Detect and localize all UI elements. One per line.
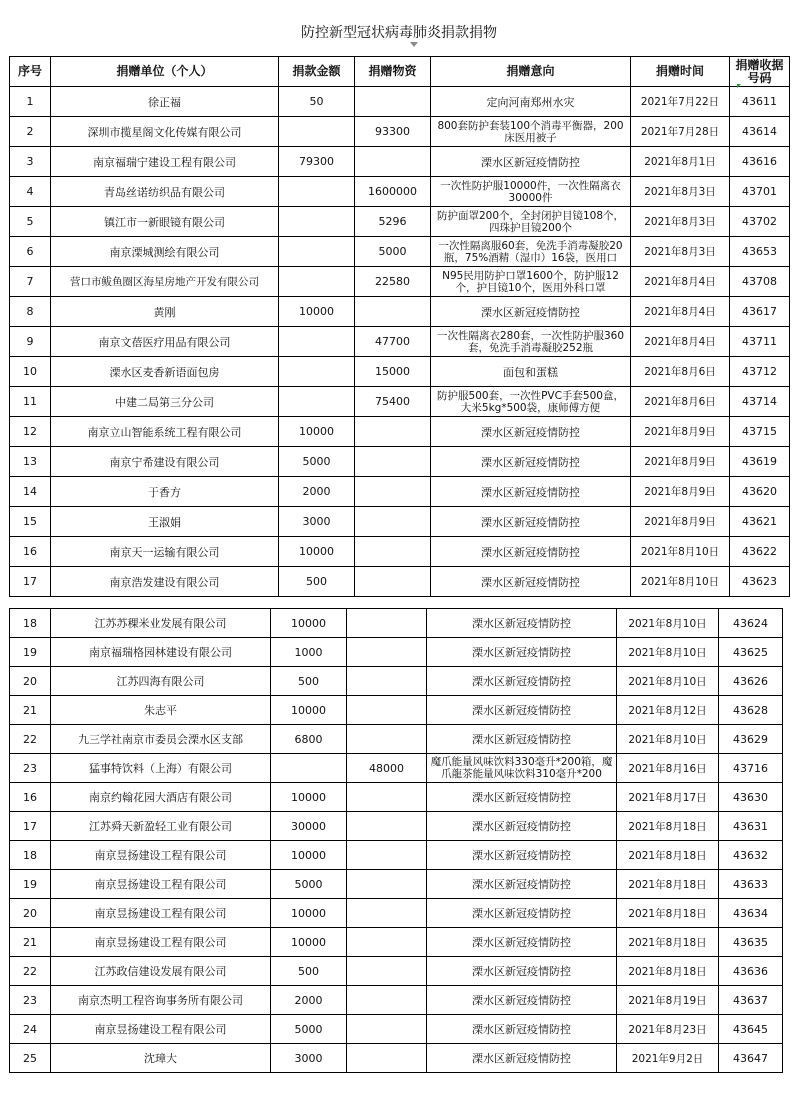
cell-amount	[279, 387, 355, 417]
cell-intent: 溧水区新冠疫情防控	[431, 147, 631, 177]
cell-index: 20	[10, 899, 51, 928]
cell-date: 2021年8月3日	[631, 207, 730, 237]
cell-goods	[347, 986, 427, 1015]
cell-receipt: 43624	[719, 609, 783, 638]
cell-amount: 10000	[279, 297, 355, 327]
table-row	[10, 986, 783, 1015]
cell-index: 24	[10, 1015, 51, 1044]
cell-intent: 溧水区新冠疫情防控	[431, 297, 631, 327]
cell-donor: 镇江市一新眼镜有限公司	[51, 207, 279, 237]
cell-goods	[347, 696, 427, 725]
table-row	[10, 957, 783, 986]
cell-date: 2021年8月18日	[617, 957, 719, 986]
cell-intent: 800套防护套装100个消毒平衡器，200床医用被子	[431, 117, 631, 147]
cell-goods: 5000	[355, 237, 431, 267]
cell-date: 2021年8月3日	[631, 237, 730, 267]
cell-donor: 中建二局第三分公司	[51, 387, 279, 417]
table-row	[10, 783, 783, 812]
cell-date: 2021年8月4日	[631, 297, 730, 327]
cell-amount: 1000	[271, 638, 347, 667]
cell-amount: 10000	[271, 841, 347, 870]
cell-intent: 溧水区新冠疫情防控	[427, 899, 617, 928]
cell-date: 2021年8月18日	[617, 841, 719, 870]
cell-date: 2021年8月19日	[617, 986, 719, 1015]
cell-amount	[279, 207, 355, 237]
cell-amount: 79300	[279, 147, 355, 177]
cell-index: 4	[10, 177, 51, 207]
cell-donor: 南京文蓓医疗用品有限公司	[51, 327, 279, 357]
cell-amount: 10000	[279, 417, 355, 447]
table-row	[10, 447, 790, 477]
cell-intent: N95民用防护口罩1600个，防护服12个，护目镜10个，医用外科口罩	[431, 267, 631, 297]
cell-date: 2021年8月9日	[631, 417, 730, 447]
cell-index: 2	[10, 117, 51, 147]
cell-receipt: 43621	[730, 507, 790, 537]
cell-receipt: 43620	[730, 477, 790, 507]
cell-donor: 南京昱扬建设工程有限公司	[51, 841, 271, 870]
cell-donor: 南京杰明工程咨询事务所有限公司	[51, 986, 271, 1015]
cell-intent: 溧水区新冠疫情防控	[431, 477, 631, 507]
cell-intent: 溧水区新冠疫情防控	[427, 783, 617, 812]
header-intent: 捐赠意向	[431, 57, 631, 87]
table-row	[10, 387, 790, 417]
cell-goods	[355, 147, 431, 177]
table-row	[10, 267, 790, 297]
cell-index: 12	[10, 417, 51, 447]
cell-index: 8	[10, 297, 51, 327]
cell-receipt: 43712	[730, 357, 790, 387]
cell-donor: 于香方	[51, 477, 279, 507]
cell-receipt: 43647	[719, 1044, 783, 1073]
cell-index: 11	[10, 387, 51, 417]
cell-goods: 75400	[355, 387, 431, 417]
table-row	[10, 667, 783, 696]
cell-date: 2021年8月10日	[631, 537, 730, 567]
cell-receipt: 43701	[730, 177, 790, 207]
cell-donor: 南京福瑞格园林建设有限公司	[51, 638, 271, 667]
cell-index: 16	[10, 783, 51, 812]
cell-date: 2021年8月10日	[631, 567, 730, 597]
header-date: 捐赠时间	[631, 57, 730, 87]
cell-donor: 江苏政信建设发展有限公司	[51, 957, 271, 986]
cell-index: 10	[10, 357, 51, 387]
cell-donor: 江苏苏稞米业发展有限公司	[51, 609, 271, 638]
cell-amount: 50	[279, 87, 355, 117]
cell-goods	[347, 870, 427, 899]
cell-receipt: 43716	[719, 754, 783, 783]
cell-goods	[347, 928, 427, 957]
cell-goods	[347, 609, 427, 638]
cell-goods	[355, 417, 431, 447]
cell-receipt: 43631	[719, 812, 783, 841]
cell-intent: 溧水区新冠疫情防控	[427, 1015, 617, 1044]
cell-index: 22	[10, 725, 51, 754]
cell-donor: 溧水区麦香新语面包房	[51, 357, 279, 387]
cell-amount	[279, 267, 355, 297]
cell-goods	[347, 667, 427, 696]
table-row	[10, 812, 783, 841]
cell-goods	[355, 447, 431, 477]
cell-intent: 溧水区新冠疫情防控	[427, 841, 617, 870]
cell-index: 21	[10, 696, 51, 725]
cell-index: 19	[10, 870, 51, 899]
cell-intent: 一次性隔离衣280套，一次性防护服360套，免洗手消毒凝胶252瓶	[431, 327, 631, 357]
cell-amount: 10000	[279, 537, 355, 567]
cell-receipt: 43708	[730, 267, 790, 297]
cell-intent: 溧水区新冠疫情防控	[427, 696, 617, 725]
table-row	[10, 1015, 783, 1044]
cell-date: 2021年8月18日	[617, 899, 719, 928]
cell-date: 2021年8月16日	[617, 754, 719, 783]
table-row	[10, 87, 790, 117]
cell-receipt: 43632	[719, 841, 783, 870]
table-row	[10, 754, 783, 783]
cell-intent: 溧水区新冠疫情防控	[427, 986, 617, 1015]
cell-index: 19	[10, 638, 51, 667]
cell-donor: 南京福瑞宁建设工程有限公司	[51, 147, 279, 177]
cell-date: 2021年8月4日	[631, 267, 730, 297]
cell-donor: 南京约翰花园大酒店有限公司	[51, 783, 271, 812]
cell-amount: 5000	[271, 870, 347, 899]
cell-intent: 魔爪能量风味饮料330毫升*200箱，魔爪龍茶能量风味饮料310毫升*200	[427, 754, 617, 783]
header-donor: 捐赠单位（个人）	[51, 57, 279, 87]
cell-amount: 10000	[271, 609, 347, 638]
cell-index: 22	[10, 957, 51, 986]
header-amount: 捐款金额	[279, 57, 355, 87]
cell-index: 25	[10, 1044, 51, 1073]
cell-date: 2021年8月23日	[617, 1015, 719, 1044]
cell-index: 18	[10, 609, 51, 638]
header-goods: 捐赠物资	[355, 57, 431, 87]
page-title: 防控新型冠状病毒肺炎捐款捐物	[301, 25, 497, 41]
cell-donor: 南京宁希建设有限公司	[51, 447, 279, 477]
cell-date: 2021年9月2日	[617, 1044, 719, 1073]
cell-receipt: 43611	[730, 87, 790, 117]
table-row	[10, 537, 790, 567]
table-row	[10, 147, 790, 177]
cell-index: 16	[10, 537, 51, 567]
cell-date: 2021年8月10日	[617, 609, 719, 638]
cell-amount	[279, 357, 355, 387]
cell-intent: 溧水区新冠疫情防控	[427, 609, 617, 638]
cell-receipt: 43628	[719, 696, 783, 725]
cell-index: 3	[10, 147, 51, 177]
cell-donor: 江苏四海有限公司	[51, 667, 271, 696]
cell-index: 7	[10, 267, 51, 297]
cell-date: 2021年8月17日	[617, 783, 719, 812]
cell-amount: 5000	[271, 1015, 347, 1044]
donation-table-bottom	[9, 608, 783, 1073]
cell-index: 14	[10, 477, 51, 507]
cell-donor: 南京昱扬建设工程有限公司	[51, 899, 271, 928]
table-row	[10, 417, 790, 447]
cell-date: 2021年8月9日	[631, 447, 730, 477]
cell-donor: 王淑娟	[51, 507, 279, 537]
cell-intent: 溧水区新冠疫情防控	[431, 537, 631, 567]
cell-amount: 10000	[271, 928, 347, 957]
cell-receipt: 43625	[719, 638, 783, 667]
cell-index: 5	[10, 207, 51, 237]
cell-donor: 南京昱扬建设工程有限公司	[51, 870, 271, 899]
cell-donor: 南京溧城测绘有限公司	[51, 237, 279, 267]
cell-index: 20	[10, 667, 51, 696]
cell-amount: 6800	[271, 725, 347, 754]
cell-date: 2021年8月18日	[617, 870, 719, 899]
cell-donor: 九三学社南京市委员会溧水区支部	[51, 725, 271, 754]
cell-intent: 溧水区新冠疫情防控	[427, 928, 617, 957]
cell-amount	[279, 327, 355, 357]
cell-donor: 南京昱扬建设工程有限公司	[51, 928, 271, 957]
cell-date: 2021年7月22日	[631, 87, 730, 117]
cell-donor: 黄刚	[51, 297, 279, 327]
cell-receipt: 43630	[719, 783, 783, 812]
cell-receipt: 43715	[730, 417, 790, 447]
cell-intent: 溧水区新冠疫情防控	[431, 447, 631, 477]
cell-intent: 溧水区新冠疫情防控	[431, 507, 631, 537]
cell-amount: 10000	[271, 783, 347, 812]
cell-donor: 青岛丝诺纺织品有限公司	[51, 177, 279, 207]
cell-goods	[347, 783, 427, 812]
cell-intent: 防护面罩200个，全封闭护目镜108个，四珠护目镜200个	[431, 207, 631, 237]
cell-donor: 营口市鲅鱼圈区海星房地产开发有限公司	[51, 267, 279, 297]
cell-donor: 南京昱扬建设工程有限公司	[51, 1015, 271, 1044]
cell-goods	[355, 477, 431, 507]
cell-receipt: 43645	[719, 1015, 783, 1044]
cell-intent: 溧水区新冠疫情防控	[427, 1044, 617, 1073]
cell-intent: 溧水区新冠疫情防控	[431, 417, 631, 447]
header-index: 序号	[10, 57, 51, 87]
cell-index: 13	[10, 447, 51, 477]
table-row	[10, 567, 790, 597]
cell-index: 23	[10, 754, 51, 783]
cell-date: 2021年7月28日	[631, 117, 730, 147]
table-row	[10, 870, 783, 899]
donation-table-top	[9, 56, 790, 597]
cell-donor: 南京天一运输有限公司	[51, 537, 279, 567]
cell-goods	[355, 297, 431, 327]
cell-donor: 朱志平	[51, 696, 271, 725]
cell-donor: 深圳市揽星阁文化传媒有限公司	[51, 117, 279, 147]
cell-receipt: 43623	[730, 567, 790, 597]
cell-date: 2021年8月6日	[631, 357, 730, 387]
cell-index: 1	[10, 87, 51, 117]
cell-index: 18	[10, 841, 51, 870]
cell-index: 17	[10, 567, 51, 597]
cell-date: 2021年8月12日	[617, 696, 719, 725]
cell-index: 23	[10, 986, 51, 1015]
table-row	[10, 117, 790, 147]
cell-date: 2021年8月10日	[617, 638, 719, 667]
cell-receipt: 43634	[719, 899, 783, 928]
cell-intent: 溧水区新冠疫情防控	[427, 812, 617, 841]
cell-goods	[347, 899, 427, 928]
cell-amount: 3000	[271, 1044, 347, 1073]
cell-intent: 溧水区新冠疫情防控	[431, 567, 631, 597]
table-row	[10, 237, 790, 267]
cell-goods	[347, 841, 427, 870]
cell-intent: 定向河南郑州水灾	[431, 87, 631, 117]
cell-goods: 48000	[347, 754, 427, 783]
cell-amount: 500	[271, 957, 347, 986]
cell-index: 9	[10, 327, 51, 357]
cell-receipt: 43629	[719, 725, 783, 754]
table-row	[10, 899, 783, 928]
cell-receipt: 43714	[730, 387, 790, 417]
cell-goods	[355, 87, 431, 117]
cell-goods	[355, 507, 431, 537]
table-row	[10, 297, 790, 327]
cell-index: 21	[10, 928, 51, 957]
cell-goods	[347, 812, 427, 841]
cell-date: 2021年8月6日	[631, 387, 730, 417]
table-row	[10, 177, 790, 207]
table-row	[10, 357, 790, 387]
cell-goods	[347, 638, 427, 667]
cell-intent: 一次性防护服10000件，一次性隔离衣30000件	[431, 177, 631, 207]
cell-donor: 沈璋大	[51, 1044, 271, 1073]
cell-date: 2021年8月1日	[631, 147, 730, 177]
cell-receipt: 43653	[730, 237, 790, 267]
cell-intent: 溧水区新冠疫情防控	[427, 957, 617, 986]
cell-receipt: 43616	[730, 147, 790, 177]
cell-receipt: 43617	[730, 297, 790, 327]
dropdown-marker-icon	[410, 42, 418, 47]
cell-amount	[279, 117, 355, 147]
cell-intent: 溧水区新冠疫情防控	[427, 870, 617, 899]
cell-goods: 1600000	[355, 177, 431, 207]
table-row	[10, 327, 790, 357]
cell-amount: 2000	[279, 477, 355, 507]
cell-amount	[279, 237, 355, 267]
cell-goods: 15000	[355, 357, 431, 387]
table-row	[10, 725, 783, 754]
cell-date: 2021年8月9日	[631, 507, 730, 537]
cell-date: 2021年8月18日	[617, 928, 719, 957]
cell-receipt: 43635	[719, 928, 783, 957]
cell-goods: 22580	[355, 267, 431, 297]
cell-receipt: 43637	[719, 986, 783, 1015]
cell-date: 2021年8月9日	[631, 477, 730, 507]
cell-amount: 30000	[271, 812, 347, 841]
cell-comment-indicator	[737, 84, 741, 88]
cell-goods	[355, 537, 431, 567]
cell-receipt: 43633	[719, 870, 783, 899]
cell-goods	[347, 1015, 427, 1044]
cell-receipt: 43711	[730, 327, 790, 357]
cell-date: 2021年8月10日	[617, 725, 719, 754]
cell-goods: 47700	[355, 327, 431, 357]
cell-amount	[279, 177, 355, 207]
cell-receipt: 43619	[730, 447, 790, 477]
cell-goods: 93300	[355, 117, 431, 147]
table-row	[10, 1044, 783, 1073]
cell-goods	[347, 957, 427, 986]
cell-goods	[347, 1044, 427, 1073]
table-row	[10, 507, 790, 537]
cell-intent: 面包和蛋糕	[431, 357, 631, 387]
cell-goods	[355, 567, 431, 597]
cell-donor: 徐正福	[51, 87, 279, 117]
cell-amount: 500	[279, 567, 355, 597]
cell-amount: 10000	[271, 696, 347, 725]
cell-amount	[271, 754, 347, 783]
cell-donor: 南京立山智能系统工程有限公司	[51, 417, 279, 447]
cell-intent: 溧水区新冠疫情防控	[427, 667, 617, 696]
cell-intent: 一次性隔离服60套，免洗手消毒凝胶20瓶，75%酒精（湿巾）16袋，医用口	[431, 237, 631, 267]
cell-receipt: 43626	[719, 667, 783, 696]
cell-goods: 5296	[355, 207, 431, 237]
table-row	[10, 928, 783, 957]
cell-date: 2021年8月10日	[617, 667, 719, 696]
cell-donor: 猛事特饮料（上海）有限公司	[51, 754, 271, 783]
cell-amount: 5000	[279, 447, 355, 477]
cell-index: 6	[10, 237, 51, 267]
header-receipt: 捐赠收据号码	[730, 57, 790, 87]
cell-index: 15	[10, 507, 51, 537]
table-row	[10, 841, 783, 870]
cell-date: 2021年8月18日	[617, 812, 719, 841]
cell-intent: 防护服500套，一次性PVC手套500盒，大米5kg*500袋，康师傅方便	[431, 387, 631, 417]
table-row	[10, 207, 790, 237]
cell-donor: 江苏舜天新盈轻工业有限公司	[51, 812, 271, 841]
table-row	[10, 696, 783, 725]
cell-receipt: 43614	[730, 117, 790, 147]
cell-date: 2021年8月4日	[631, 327, 730, 357]
cell-amount: 500	[271, 667, 347, 696]
cell-receipt: 43702	[730, 207, 790, 237]
cell-amount: 10000	[271, 899, 347, 928]
cell-date: 2021年8月3日	[631, 177, 730, 207]
cell-goods	[347, 725, 427, 754]
cell-amount: 2000	[271, 986, 347, 1015]
cell-donor: 南京浩发建设有限公司	[51, 567, 279, 597]
table-row	[10, 609, 783, 638]
cell-receipt: 43622	[730, 537, 790, 567]
cell-amount: 3000	[279, 507, 355, 537]
table-row	[10, 477, 790, 507]
cell-index: 17	[10, 812, 51, 841]
cell-intent: 溧水区新冠疫情防控	[427, 638, 617, 667]
table-row	[10, 638, 783, 667]
cell-intent: 溧水区新冠疫情防控	[427, 725, 617, 754]
cell-receipt: 43636	[719, 957, 783, 986]
